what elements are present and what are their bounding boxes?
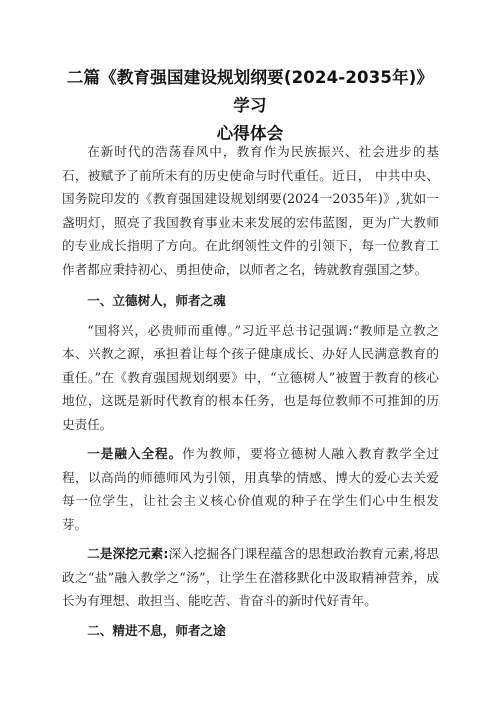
section-1-paragraph: “国将兴，必贵师而重傅。”习近平总书记强调:“教师是立教之本、兴教之源，承担着让每个孩子健康成长、办好人民满意教育的重任。”在《教育强国规划纲要》中，“立德树人”被置于教育的核心地位，这既是新时代教育的根本任务，也是每位教师不可推卸的历史责任。 [62, 322, 439, 432]
point-2-text: 深入挖掘各门课程蕴含的思想政治教育元素,将思政之“盐”融入教学之“汤”，让学生在潜移默化中汲取精神营养，成长为有理想、敢担当、能吃苦、肯奋斗的新时代好青年。 [62, 546, 439, 608]
point-2-paragraph [62, 542, 439, 613]
title-line-2: 心得体会 [216, 124, 284, 143]
intro-paragraph: 在新时代的浩荡春风中，教育作为民族振兴、社会进步的基石，被赋予了前所未有的历史使命与时代重任。近日， 中共中央、国务院印发的《教育强国建设规划纲要(2024一2035年)》,犹如一盏明灯，照亮了我国教育事业未来发展的宏伟蓝图，更为广大教师的专业成长指明了方向。在此纲领性文件的引领下，每一位教育工作者都应秉持初心、勇担使命，以师者之名，铸就教育强国之梦。 [62, 144, 439, 277]
title-line-1: 二篇《教育强国建设规划纲要(2024-2035年)》学习 [66, 68, 434, 115]
point-1-paragraph [62, 442, 439, 536]
document-body [62, 140, 439, 648]
point-1-text: 作为教师，要将立德树人融入教育教学全过程，以高尚的师德师风为引领，用真挚的情感、博大的爱心去关爱每一位学生，让社会主义核心价值观的种子在学生们心中生根发芽。 [62, 446, 440, 532]
section-heading-1: 一、立德树人，师者之魂 [87, 293, 226, 308]
point-1-lead: 一是融入全程。 [87, 446, 183, 461]
section-heading-2: 二、精进不息，师者之途 [87, 622, 226, 638]
point-2-lead: 二是深挖元素: [87, 546, 169, 561]
document-title [60, 64, 440, 148]
